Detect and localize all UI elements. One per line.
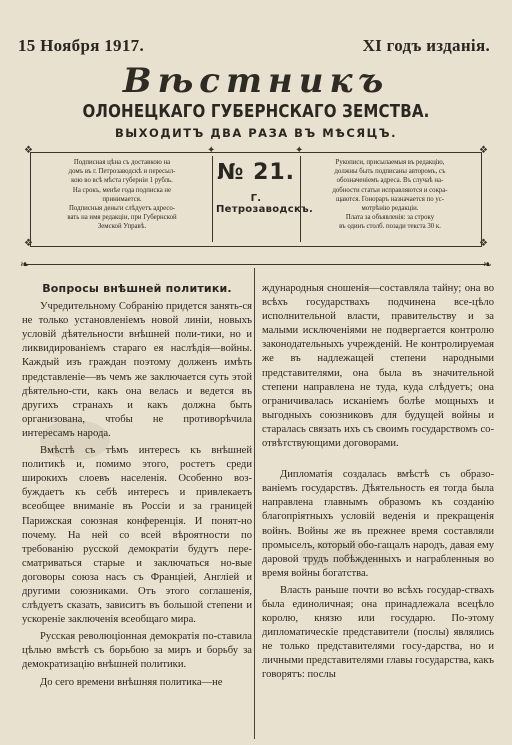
ornament-icon: ❖ [24,238,33,249]
article-paragraph: Власть раньше почти во всѣхъ государ-ствахъ была единоличная; она принадлежала всецѣло королю, князю или государю. По-этому дипломатическіе представители (послы) являлись не только представителями госу-дарства, но и личными представителями главы государства, какъ говорятъ: послы [262,584,494,681]
article-paragraph: ждународныя сношенія—составляла тайну; она во всѣхъ государствахъ подчинена все-цѣло исполнительной власти, правительству и за малыми исключеніями не подвергается контролю законодательныхъ учрежденій. Не контролируемая же въ надлежащей степени народными представителями, она была въ значительной степени направлена не туда, куда слѣдуетъ; она ограничивалась исканіемъ болѣе мощныхъ и выгодныхъ союзниковъ для будущей войны и старалась связать ихъ съ своимъ государствомъ со-отвѣтствующими договорами. [262,283,494,450]
ornament-icon: ❖ [24,145,33,156]
info-line: Рукописи, присылаемыя въ редакцію, [335,159,445,166]
frame-inner-rule [212,156,213,242]
ornament-icon: ❖ [479,238,488,249]
info-line: Плата за объявленія: за строку [345,214,435,222]
newspaper-subtitle: ОЛОНЕЦКАГО ГУБЕРНСКАГО ЗЕМСТВА. [82,102,430,122]
subscription-info [34,158,210,232]
info-line: должны быть подписаны авторомъ, съ [334,168,446,176]
publication-city: Г. Петрозаводскъ. [216,193,314,215]
newspaper-title: Вѣстникъ [122,61,390,101]
frame-top-rule [30,152,482,153]
info-line: добности статьи исправляются и сокра- [332,186,448,194]
article-paragraph: Русская революціонная демократія по-ставила цѣлью вмѣстѣ съ борьбою за миръ и борьбу за демократизацію внѣшней политики. [22,631,252,671]
ornament-icon: ✦ [207,145,216,156]
masthead [0,62,512,140]
info-line: мотрѣнію редакціи. [361,205,419,213]
publication-year: XI годъ изданія. [362,36,490,55]
ornament-icon: ✦ [295,145,304,156]
issue-number: № 21. [216,160,296,185]
date-line [18,36,490,56]
info-line: На срокъ, менѣе года подписка не [72,186,172,194]
issue-date: 15 Ноября 1917. [18,36,144,55]
article-paragraph: Учредительному Собранію придется занять-ся не только установленіемъ новой линіи, новыхъ условій дѣятельности внѣшней поли-тики, но и ликвидированіемъ стараго ея наслѣдія—войны. Каждый изъ граждан поэтому долженъ имѣть представленіе—въ чемъ же заключается суть этой дѣятельно-сти, какъ она велась и ведется въ другихъ странахъ и какъ должна быть организована, чтобы не противорѣчила интересамъ народа. [22,301,252,439]
ornament-icon: ❖ [479,145,488,156]
section-divider [26,264,486,265]
info-line: кою во всѣ мѣста губерніи 1 рубль. [71,177,173,185]
frame-bottom-rule [30,246,482,247]
info-line: щаются. Гонораръ назначается по ус- [335,195,445,203]
article-heading: Вопросы внѣшней политики. [42,282,232,295]
editorial-info [302,158,478,232]
issue-block [216,160,314,215]
frame-left-rule [30,152,31,246]
info-line: принимается. [102,195,142,203]
publication-frequency: ВЫХОДИТЪ ДВА РАЗА ВЪ МѢСЯЦЪ. [115,126,397,140]
info-line: вать на имя редакціи, при Губернской [67,214,177,222]
ornament-icon: ❧ [20,258,30,271]
article-column-right [262,282,494,686]
article-paragraph: Вмѣстѣ съ тѣмъ интересъ къ внѣшней политикѣ и, помимо этого, ростетъ среди широкихъ слоевъ населенія. Особенно воз-буждаетъ къ себѣ интересъ и привлекаетъ всеобщее вниманіе въ Россіи и за границей Парижская союзная конференція. И понят-но почему. На ней со всей вѣроятности по требованію русской демократіи будутъ пере-сматриваться старые и заключаться но-вые договоры союза насъ съ Франціей, Англіей и другими союзниками. Отъ этого соглашенія, слѣдуетъ сказать, зависитъ въ большой степени и ускореніе заключенія всеобщаго мира. [22,445,252,626]
info-line: домъ въ г. Петрозаводскѣ и пересыл- [68,168,176,176]
paragraph-gap [262,454,494,468]
info-line: Земской Управѣ. [97,223,147,231]
info-line: въ одинъ столб. позади текста 30 к. [339,223,441,231]
frame-right-rule [481,152,482,246]
article-paragraph: Дипломатія создалась вмѣстѣ съ образо-ваніемъ государствъ. Дѣятельность ея тогда была направлена главнымъ образомъ къ созданію благопріятныхъ условій веденія и прекращенія войнъ. Войны же въ прежнее время составляли промыселъ, который обо-гащалъ народъ, давая ему даровой трудъ побѣжденныхъ и награбленныя во время войны богатства. [262,469,494,579]
article-column-left [22,272,252,693]
info-line: Подписная цѣна съ доставкою на [73,159,171,166]
info-line: обозначеніемъ адреса. Въ случаѣ на- [336,177,444,185]
info-band [24,145,488,249]
info-line: Подписныя деньги слѣдуетъ адресо- [68,205,176,213]
article-paragraph: До сего времени внѣшняя политика—не [40,676,223,688]
ornament-icon: ❧ [482,258,492,271]
column-separator [254,268,255,739]
frame-inner-rule [300,156,301,242]
